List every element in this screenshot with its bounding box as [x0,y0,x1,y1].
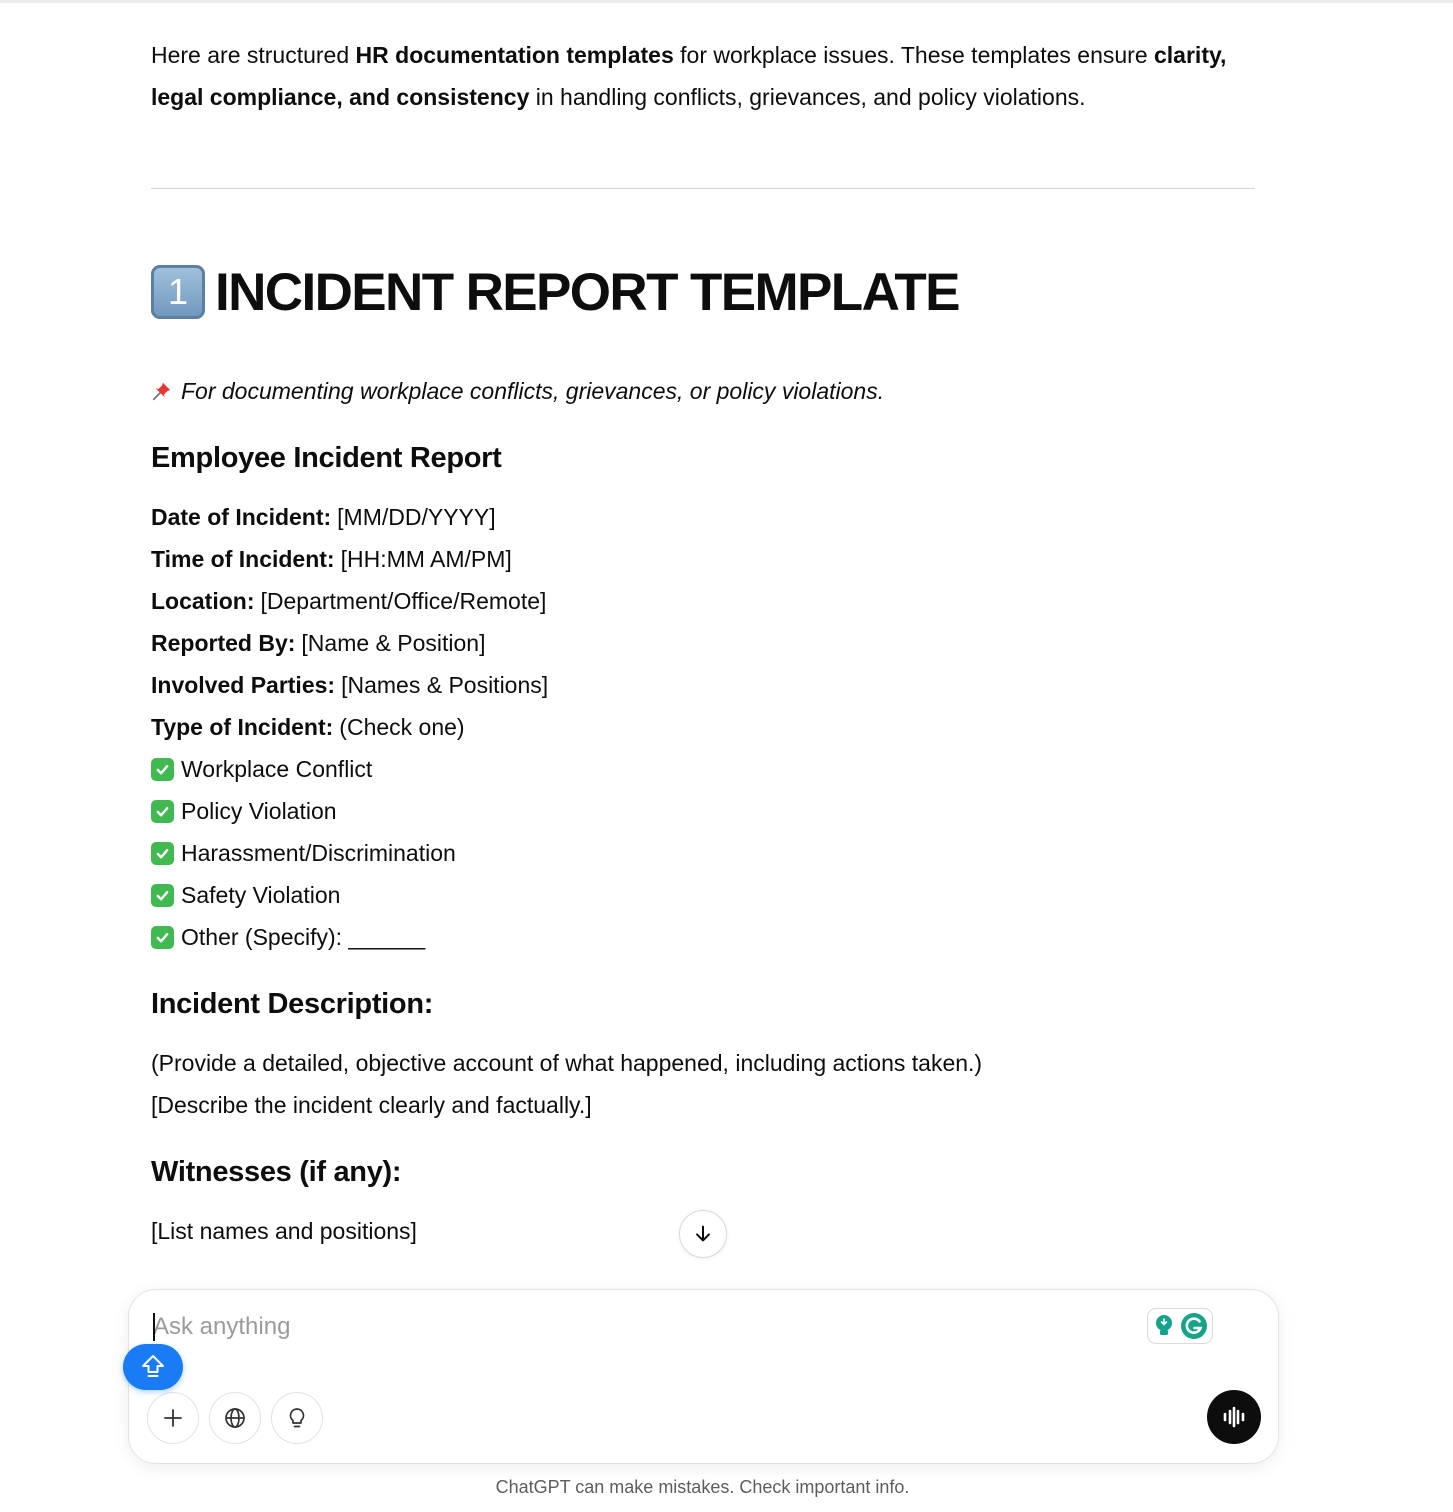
incident-option: Workplace Conflict [151,748,548,790]
intro-paragraph: Here are structured HR documentation templates for workplace issues. These templates ensure clarity, legal compliance, and consistency in handling conflicts, grievances, and policy violations. [151,42,1227,110]
check-mark-icon [151,926,174,949]
report-heading: Employee Incident Report [151,442,502,474]
field-row: Reported By: [Name & Position] [151,629,486,656]
check-mark-icon [151,800,174,823]
report-fields [151,496,548,958]
description-heading: Incident Description: [151,988,434,1020]
field-row: Involved Parties: [Names & Positions] [151,671,549,698]
section-heading [151,262,959,322]
voice-mode-button[interactable] [1207,1390,1261,1444]
upload-arrow-icon [138,1352,168,1382]
lightbulb-icon [285,1406,309,1430]
prompt-input[interactable] [153,1310,1113,1344]
template-note: For documenting workplace conflicts, grievances, or policy violations. [151,370,884,412]
check-mark-icon [151,758,174,781]
grammarly-icon [1180,1312,1208,1340]
incident-option: Other (Specify): ______ [151,916,548,958]
witnesses-heading: Witnesses (if any): [151,1156,402,1188]
extension-upload-button[interactable] [123,1344,183,1390]
arrow-down-icon [692,1223,714,1245]
description-placeholder: [Describe the incident clearly and factually.] [151,1092,592,1118]
pushpin-icon [151,380,173,402]
keycap-number-icon: 1 [151,265,205,319]
check-mark-icon [151,884,174,907]
lightbulb-suggestion-icon [1152,1313,1176,1339]
plus-icon [161,1406,185,1430]
incident-option: Harassment/Discrimination [151,832,548,874]
chat-message [151,0,1255,1286]
description-instruction: (Provide a detailed, objective account of what happened, including actions taken.) [151,1050,983,1076]
grammarly-widget[interactable] [1147,1308,1213,1344]
description-body [151,1042,982,1126]
field-row: Date of Incident: [MM/DD/YYYY] [151,503,496,530]
check-mark-icon [151,842,174,865]
disclaimer-text: ChatGPT can make mistakes. Check important info. [495,1477,910,1497]
search-web-button[interactable] [209,1392,261,1444]
globe-icon [223,1406,247,1430]
incident-option: Policy Violation [151,790,548,832]
section-title: INCIDENT REPORT TEMPLATE [215,262,959,322]
field-row: Time of Incident: [HH:MM AM/PM] [151,545,512,572]
message-composer [128,1289,1279,1464]
text-caret [153,1313,155,1341]
field-row: Location: [Department/Office/Remote] [151,587,547,614]
attach-button[interactable] [147,1392,199,1444]
witnesses-placeholder: [List names and positions] [151,1218,417,1244]
reason-button[interactable] [271,1392,323,1444]
waveform-icon [1220,1405,1248,1429]
scroll-to-bottom-button[interactable] [679,1210,727,1258]
section-divider [151,188,1255,189]
incident-option: Safety Violation [151,874,548,916]
field-row: Type of Incident: (Check one) [151,713,465,740]
